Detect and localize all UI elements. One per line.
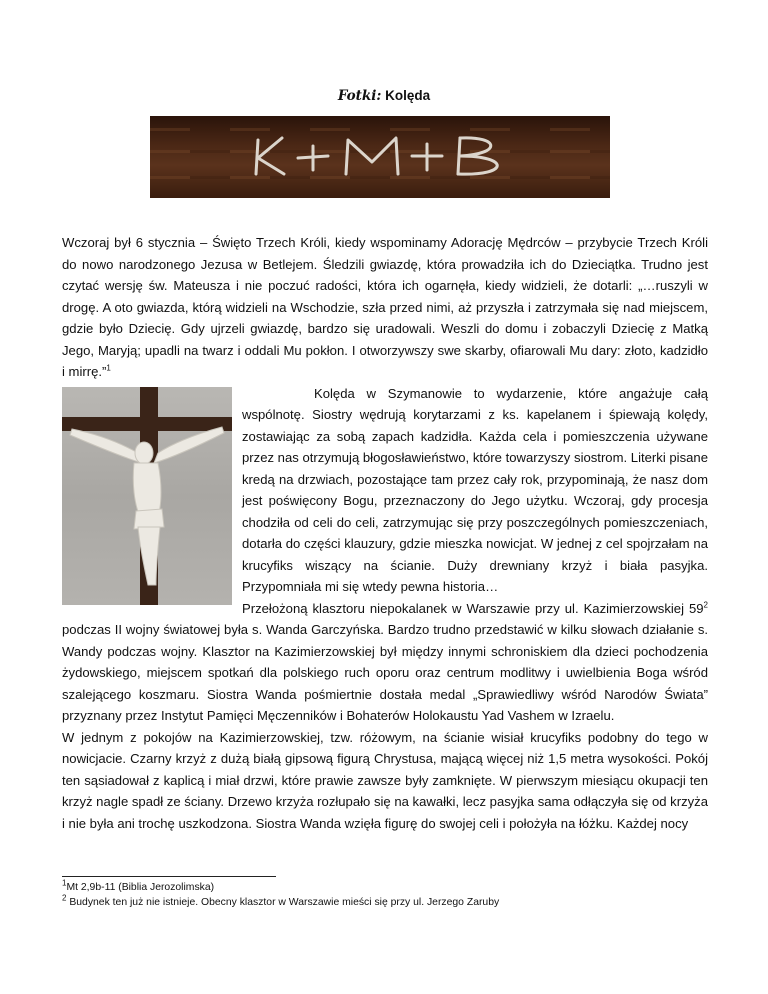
crucifix-photo <box>62 387 232 605</box>
title-prefix: Fotki: <box>337 88 382 104</box>
article-body <box>62 232 708 834</box>
footnote-1: $^1$Mt 2,9b-11 (Biblia Jerozolimska) <box>62 878 215 893</box>
footnotes <box>62 880 708 910</box>
paragraph-crucifix-story: W jednym z pokojów na Kazimierzowskiej, tzw. różowym, na ścianie wisiał krucyfiks podobny do tego w nowicjacie. Czarny krzyż z dużą białą gipsową figurą Chrystusa, mającą więcej niż 1,5 metra wysokości. Pokój ten sąsiadował z kaplicą i miał drzwi, które prawie zawsze były zamknięte. W pierwszym miesiącu okupacji ten krzyż nagle spadł ze ściany. Drzewo krzyża rozłupało się na kawałki, lecz pasyjka sama odłączyła się od krzyża i nie była ani trochę uszkodzona. Siostra Wanda wzięła figurę do swojej celi i położyła na łóżku. Każdej nocy <box>62 729 708 831</box>
footnote-2: $^2$ Budynek ten już nie istnieje. Obecny klasztor w Warszawie mieści się przy ul. Jerzego Zaruby <box>62 893 500 908</box>
footnote-ref-2[interactable]: 2 <box>703 600 708 610</box>
kmb-chalk-photo <box>150 116 610 198</box>
footnote-ref-1[interactable]: 1 <box>106 363 111 373</box>
crucifix-drawing <box>62 387 232 605</box>
title-text: Kolęda <box>385 88 431 103</box>
paragraph-epiphany: Wczoraj był 6 stycznia – Święto Trzech Króli, kiedy wspominamy Adorację Mędrców – przybycie Trzech Króli do nowo narodzonego Jezusa w Betlejem. Śledzili gwiazdę, która prowadziła ich do Dzieciątka. Trudno jest czytać wersję św. Mateusza i nie poczuć radości, która ich ogarnęła, kiedy widzieli, że dotarli: „…ruszyli w drogę. A oto gwiazda, którą widzieli na Wschodzie, szła przed nimi, aż przyszła i zatrzymała się nad miejscem, gdzie było Dziecię. Gdy ujrzeli gwiazdę, bardzo się uradowali. Weszli do domu i zobaczyli Dziecię z Matką Jego, Maryją; upadli na twarz i oddali Mu pokłon. I otworzywszy swe skarby, ofiarowali Mu dary: złoto, kadzidło i mirrę.”$^1$ <box>62 235 708 379</box>
page-title <box>0 88 768 104</box>
paragraph-koleda: Kolęda w Szymanowie to wydarzenie, które angażuje całą wspólnotę. Siostry wędrują korytarzami z ks. kapelanem i śpiewają kolędy, zostawiając za sobą zapach kadzidła. Każda cela i pomieszczenia używane przez nas otrzymują błogosławieństwo, które towarzyszy siostrom. Literki pisane kredą na drzwiach, pozostające tam przez cały rok, przypominają, że nasz dom jest poświęcony Bogu, przeznaczony do Jego użytku. Wczoraj, gdy procesja chodziła od celi do celi, zatrzymując się przy poszczególnych pomieszczeniach, dotarła do części klauzury, gdzie mieszka nowicjat. W jednej z cel spojrzałam na krucyfiks wiszący na ścianie. Duży drewniany krzyż i biała pasyjka. Przypomniała mi się wtedy pewna historia… <box>242 385 708 594</box>
footnote-separator <box>62 876 276 877</box>
chalk-kmb-drawing <box>150 116 610 198</box>
paragraph-wanda: Przełożoną klasztoru niepokalanek w Warszawie przy ul. Kazimierzowskiej $59^2$ podczas II wojny światowej była s. Wanda Garczyńska. Bardzo trudno przedstawić w kilku słowach działanie s. Wandy podczas wojny. Klasztor na Kazimierzowskiej był między innymi schroniskiem dla dzieci pochodzenia żydowskiego, miejscem spotkań dla polskiego ruch oporu oraz centrum modlitwy i uwielbienia Boga wśród szalejącego koszmaru. Siostra Wanda pośmiertnie dostała medal „Sprawiedliwy wśród Narodów Świata” przyznany przez Instytut Pamięci Męczenników i Bohaterów Holokaustu Yad Vashem w Izraelu. <box>62 600 708 723</box>
